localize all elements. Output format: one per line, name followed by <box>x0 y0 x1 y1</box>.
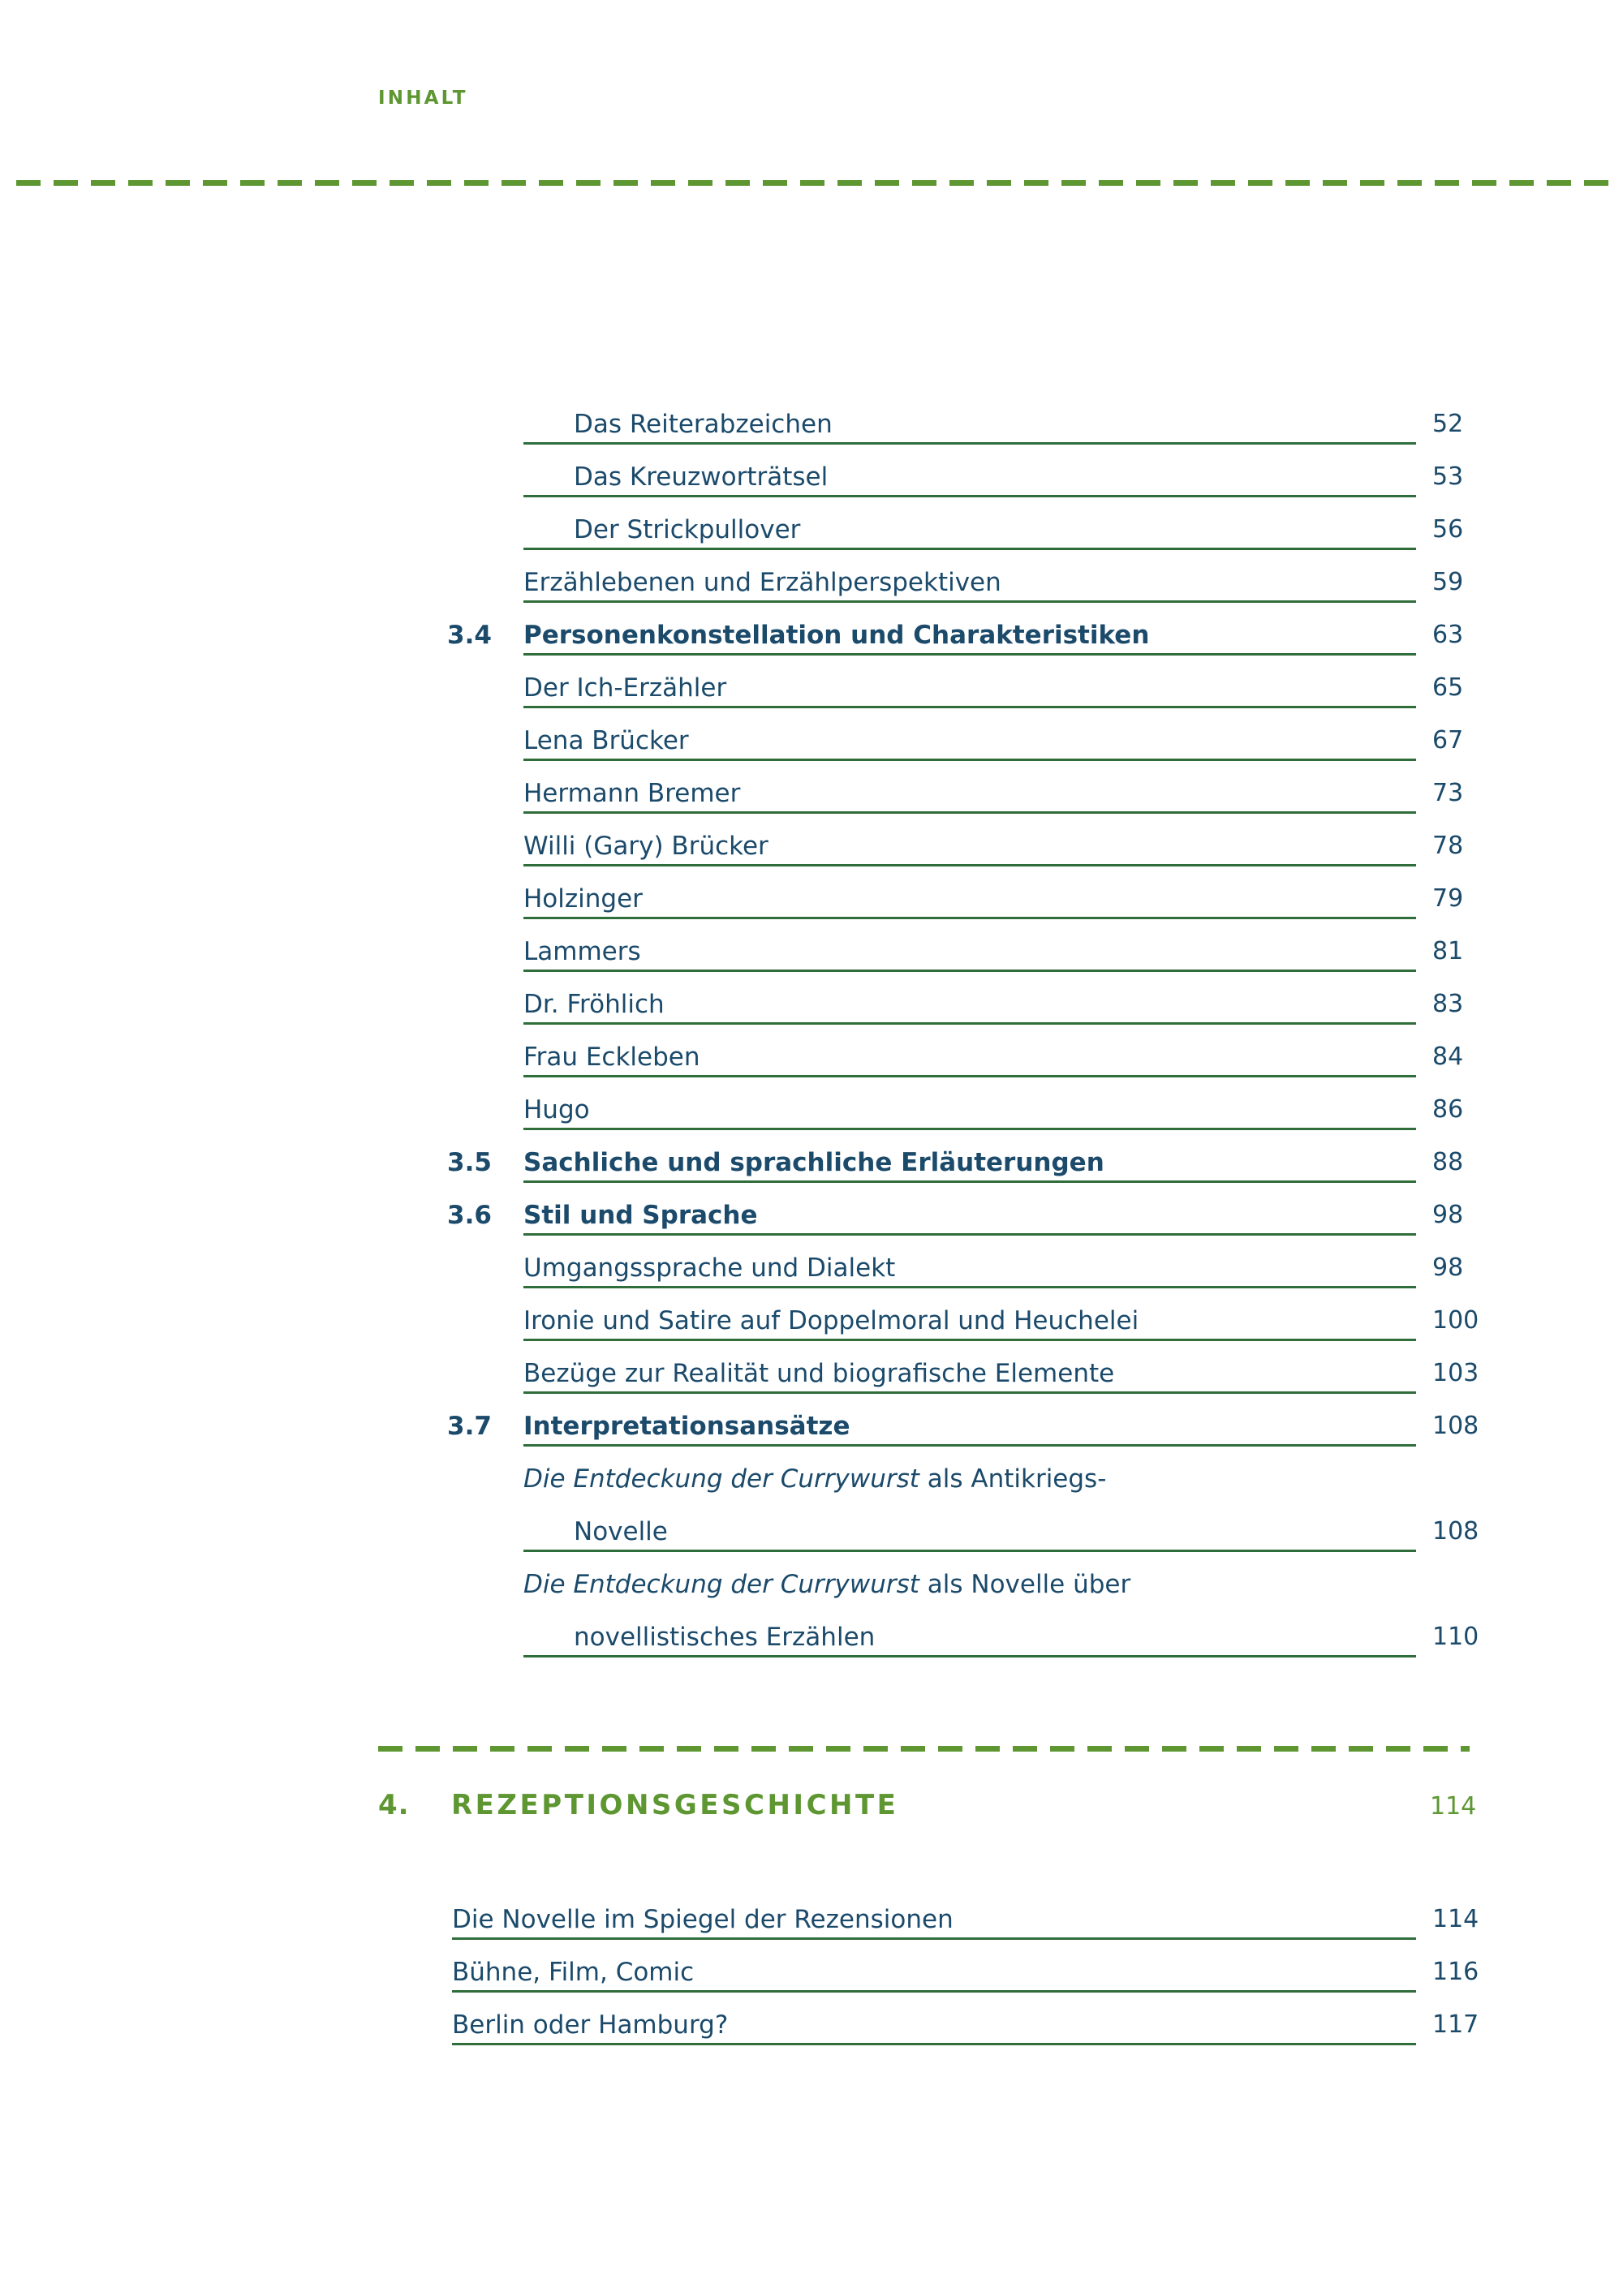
toc-entry[interactable] <box>0 832 1623 884</box>
toc-leader-line <box>523 811 1416 814</box>
toc-entry-label: Personenkonstellation und Charakteristiken <box>523 621 1159 650</box>
toc-entry-label: Bühne, Film, Comic <box>452 1958 704 1987</box>
toc-entry[interactable] <box>0 673 1623 726</box>
toc-entry-page: 100 <box>1424 1306 1530 1335</box>
toc-entry[interactable] <box>0 726 1623 779</box>
toc-entry[interactable] <box>0 1412 1623 1464</box>
toc-entry-label: Hermann Bremer <box>523 779 750 808</box>
toc-entry-number: 3.6 <box>447 1201 492 1230</box>
toc-entry-label: Erzählebenen und Erzählperspektiven <box>523 568 1011 597</box>
toc-leader-line <box>452 1937 1416 1940</box>
toc-entry-page: 81 <box>1424 937 1530 965</box>
toc-leader-line <box>523 600 1416 603</box>
toc-entry-label: Dr. Fröhlich <box>523 990 674 1019</box>
toc-entry[interactable] <box>0 410 1623 462</box>
toc-entry-label: Die Entdeckung der Currywurst als Antikriegs- <box>523 1464 1116 1494</box>
toc-entry[interactable] <box>0 462 1623 515</box>
toc-entry-label: Das Kreuzworträtsel <box>574 462 837 492</box>
toc-entry-label: Novelle <box>574 1517 678 1546</box>
chapter-page-number: 114 <box>1430 1792 1477 1821</box>
chapter-dashed-divider <box>378 1746 1470 1752</box>
toc-entry-page: 88 <box>1424 1148 1530 1176</box>
toc-entry-page: 63 <box>1424 621 1530 649</box>
toc-entry[interactable] <box>0 1464 1623 1517</box>
toc-entry-page: 98 <box>1424 1253 1530 1282</box>
toc-entry-page: 65 <box>1424 673 1530 702</box>
page-header-label: INHALT <box>378 88 468 109</box>
toc-leader-line <box>523 706 1416 708</box>
toc-list <box>0 410 1623 1675</box>
toc-leader-line <box>523 1233 1416 1236</box>
toc-entry[interactable] <box>0 1623 1623 1675</box>
toc-entry-label: Sachliche und sprachliche Erläuterungen <box>523 1148 1114 1177</box>
toc-entry[interactable] <box>0 1905 1623 1958</box>
toc-entry[interactable] <box>0 568 1623 621</box>
toc-leader-line <box>523 495 1416 497</box>
toc-entry-page: 53 <box>1424 462 1530 491</box>
toc-entry-label: Lammers <box>523 937 651 966</box>
toc-leader-line <box>523 548 1416 550</box>
toc-leader-line <box>452 2043 1416 2045</box>
toc-entry[interactable] <box>0 1148 1623 1201</box>
toc-entry-page: 83 <box>1424 990 1530 1018</box>
toc-entry-page: 98 <box>1424 1201 1530 1229</box>
toc-entry-page: 79 <box>1424 884 1530 913</box>
toc-entry[interactable] <box>0 1095 1623 1148</box>
toc-entry-page: 116 <box>1424 1958 1530 1986</box>
toc-entry-label: Der Strickpullover <box>574 515 810 544</box>
toc-entry-page: 117 <box>1424 2010 1530 2039</box>
toc-entry[interactable] <box>0 1517 1623 1570</box>
toc-entry-label: Stil und Sprache <box>523 1201 768 1230</box>
chapter-number: 4. <box>378 1789 410 1821</box>
toc-entry-label: Ironie und Satire auf Doppelmoral und Heuchelei <box>523 1306 1148 1335</box>
toc-entry-label: Bezüge zur Realität und biografische Elemente <box>523 1359 1124 1388</box>
toc-entry-label: Umgangssprache und Dialekt <box>523 1253 905 1283</box>
toc-leader-line <box>523 442 1416 445</box>
toc-leader-line <box>523 653 1416 656</box>
toc-entry-label: novellistisches Erzählen <box>574 1623 885 1652</box>
toc-entry[interactable] <box>0 2010 1623 2063</box>
toc-entry[interactable] <box>0 621 1623 673</box>
toc-leader-line <box>523 970 1416 972</box>
toc-entry-number: 3.4 <box>447 621 492 650</box>
toc-entry-page: 114 <box>1424 1905 1530 1933</box>
toc-entry-page: 103 <box>1424 1359 1530 1387</box>
toc-entry-label: Hugo <box>523 1095 600 1124</box>
toc-entry[interactable] <box>0 1201 1623 1253</box>
toc-entry[interactable] <box>0 1043 1623 1095</box>
toc-entry-label: Berlin oder Hamburg? <box>452 2010 738 2040</box>
toc-leader-line <box>523 1339 1416 1341</box>
toc-entry-page: 84 <box>1424 1043 1530 1071</box>
toc-leader-line <box>523 759 1416 761</box>
toc-entry-label: Frau Eckleben <box>523 1043 709 1072</box>
toc-entry[interactable] <box>0 515 1623 568</box>
toc-entry[interactable] <box>0 1570 1623 1623</box>
toc-leader-line <box>523 1075 1416 1077</box>
toc-entry-label: Das Reiterabzeichen <box>574 410 842 439</box>
toc-entry-page: 67 <box>1424 726 1530 755</box>
toc-entry-page: 59 <box>1424 568 1530 596</box>
toc-entry[interactable] <box>0 1359 1623 1412</box>
toc-entry[interactable] <box>0 1253 1623 1306</box>
toc-leader-line <box>523 1180 1416 1183</box>
chapter-heading <box>378 1789 1530 1846</box>
toc-leader-line <box>523 1444 1416 1447</box>
toc-entry-label: Willi (Gary) Brücker <box>523 832 778 861</box>
toc-entry[interactable] <box>0 990 1623 1043</box>
toc-entry[interactable] <box>0 937 1623 990</box>
toc-entry-label: Interpretationsansätze <box>523 1412 860 1441</box>
chapter-title: REZEPTIONSGESCHICHTE <box>451 1789 899 1821</box>
toc-entry-number: 3.5 <box>447 1148 492 1177</box>
toc-leader-line <box>523 1022 1416 1025</box>
toc-entry-label: Holzinger <box>523 884 652 914</box>
toc-entry-label: Lena Brücker <box>523 726 699 755</box>
toc-entry-page: 73 <box>1424 779 1530 807</box>
toc-leader-line <box>523 1655 1416 1658</box>
toc-leader-line <box>523 1286 1416 1288</box>
toc-entry-label: Die Entdeckung der Currywurst als Novelle über <box>523 1570 1140 1599</box>
toc-entry-label: Der Ich-Erzähler <box>523 673 736 703</box>
toc-entry[interactable] <box>0 884 1623 937</box>
toc-entry-page: 110 <box>1424 1623 1530 1651</box>
toc-leader-line <box>523 864 1416 866</box>
toc-leader-line <box>523 1128 1416 1130</box>
toc-entry-page: 108 <box>1424 1412 1530 1440</box>
toc-leader-line <box>452 1990 1416 1993</box>
toc-entry-label: Die Novelle im Spiegel der Rezensionen <box>452 1905 963 1934</box>
toc-leader-line <box>523 917 1416 919</box>
toc-entry[interactable] <box>0 779 1623 832</box>
toc-entry-page: 52 <box>1424 410 1530 438</box>
toc-entry-page: 56 <box>1424 515 1530 544</box>
toc-entry-page: 78 <box>1424 832 1530 860</box>
toc-entry-number: 3.7 <box>447 1412 492 1441</box>
toc-entry[interactable] <box>0 1958 1623 2010</box>
toc-leader-line <box>523 1391 1416 1394</box>
header-dashed-divider <box>16 180 1608 186</box>
chapter-entry-list <box>0 1905 1623 2063</box>
toc-entry[interactable] <box>0 1306 1623 1359</box>
toc-leader-line <box>523 1550 1416 1552</box>
toc-entry-page: 86 <box>1424 1095 1530 1124</box>
toc-entry-page: 108 <box>1424 1517 1530 1546</box>
